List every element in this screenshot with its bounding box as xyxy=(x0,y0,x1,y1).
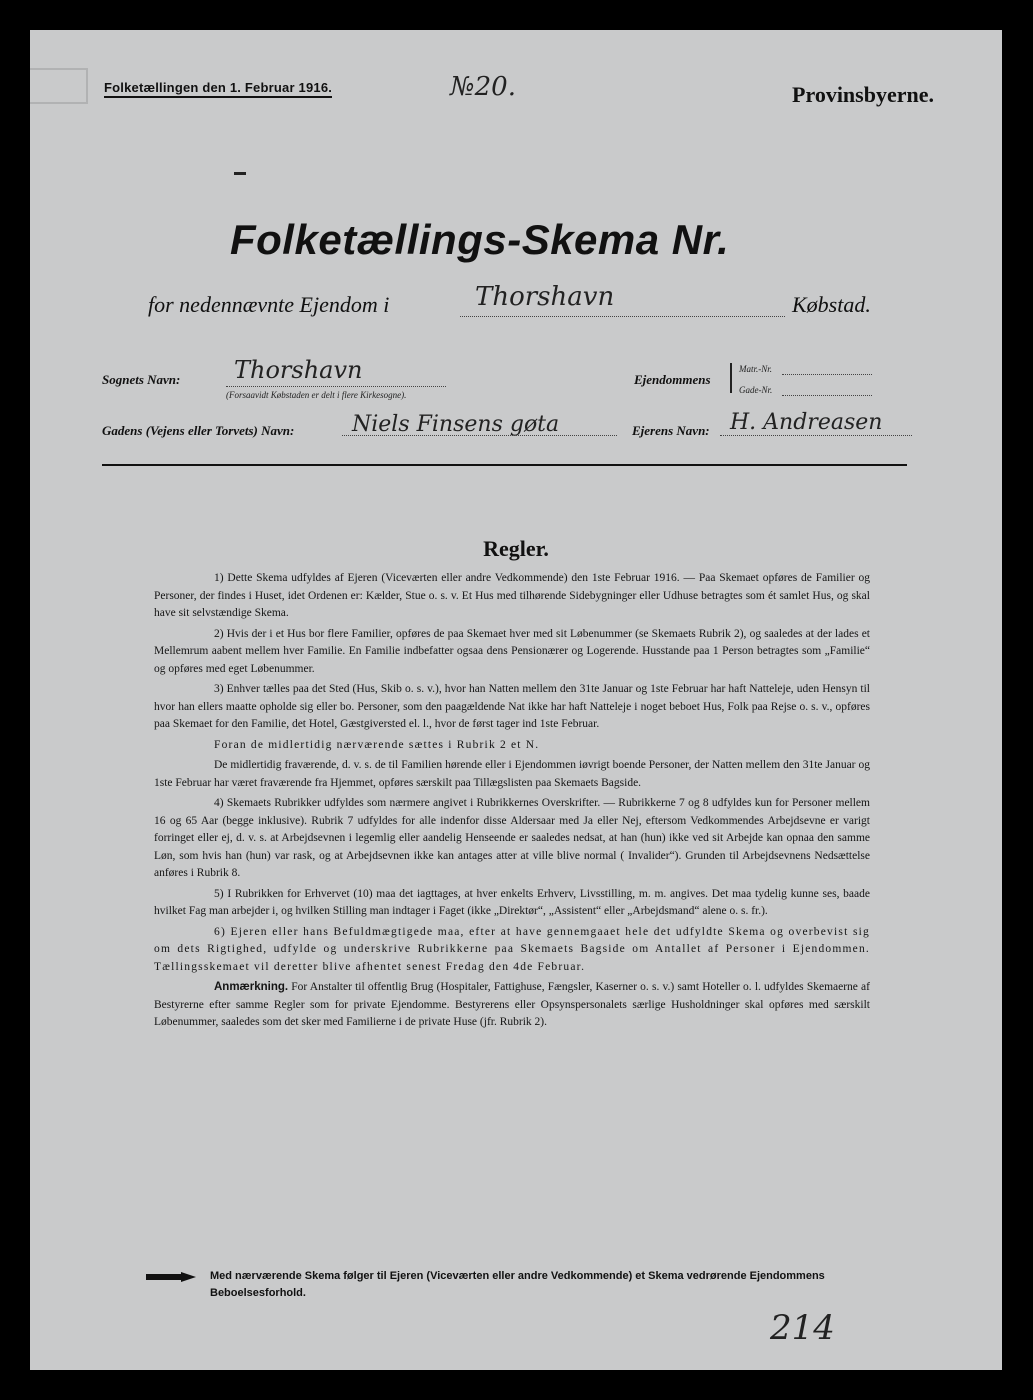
owner-handwritten: H. Andreasen xyxy=(730,410,883,435)
rule-paragraph-3b: Foran de midlertidig nærværende sættes i Rubrik 2 et N. xyxy=(214,738,540,751)
street-number-line xyxy=(782,395,872,396)
street-fill-line xyxy=(342,435,617,436)
parish-handwritten: Thorshavn xyxy=(234,356,363,384)
owner-fill-line xyxy=(720,435,912,436)
owner-label: Ejerens Navn: xyxy=(632,423,710,438)
form-title: Folketællings-Skema Nr. xyxy=(230,216,730,263)
rule-paragraph-6: 6) Ejeren eller hans Befuldmægtigede maa, efter at have gennemgaaet hele det udfyldte Skema og overbevist sig om dets Rigtighed, udfylde og underskrive Rubrikkerne paa Skemaets Bagside om Antallet af Personer i Ejendommen. Tællingsskemaet vil deretter blive afhentet senest Fredag den 4de Februar. xyxy=(154,925,870,973)
handwritten-page-number: 214 xyxy=(770,1308,835,1348)
header-divider xyxy=(102,464,907,466)
dash-mark xyxy=(234,172,246,175)
census-date-heading: Folketællingen den 1. Februar 1916. xyxy=(104,80,332,98)
rule-paragraph-5: 5) I Rubrikken for Erhvervet (10) maa det iagttages, at hver enkelts Erhverv, Livsstilling, m. m. angives. Det maa tydelig kunne ses, baade hvilket Fag man arbejder i, og hvilken Stilling man indtager i Faget (ikke „Direktør“, „Assistent“ eller „Arbejdsmand“ alene o. s. fr.). xyxy=(154,887,870,917)
parish-fill-line xyxy=(226,386,446,387)
rules-body xyxy=(154,570,870,1035)
handwritten-form-number: №20. xyxy=(450,72,516,102)
street-number-label: Gade-Nr. xyxy=(739,385,773,395)
town-handwritten: Thorshavn xyxy=(475,282,615,312)
subtitle-prefix: for nedennævnte Ejendom i xyxy=(148,292,390,317)
street-handwritten: Niels Finsens gøta xyxy=(352,412,560,437)
rule-paragraph-2: 2) Hvis der i et Hus bor flere Familier, opføres de paa Skemaet hver med sit Løbenummer (se Skemaets Rubrik 2), og saaledes at der lades et Mellemrum aabent mellem hver Familie. En Familie indbefatter ogsaa dens Pensionærer og Logerende. Husstande paa 1 Person betragtes som „Familie“ og opføres med eget Løbenummer. xyxy=(154,627,870,675)
parish-label: Sognets Navn: xyxy=(102,372,181,387)
rule-note xyxy=(154,979,870,1032)
census-form-sheet xyxy=(30,30,1002,1370)
town-fill-line xyxy=(460,316,785,317)
cadastre-number-line xyxy=(782,374,872,375)
cadastre-number-label: Matr.-Nr. xyxy=(739,364,773,374)
rule-paragraph-1: 1) Dette Skema udfyldes af Ejeren (Viceværten eller andre Vedkommende) den 1ste Februar 1916. — Paa Skemaet opføres de Familier og Personer, der findes i Huset, idet Ordenen er: Kælder, Stue o. s. v. Et Hus med tilhørende Sidebygninger eller Udhuse betragtes som ét samlet Hus, og skal have sit selvstændige Skema. xyxy=(154,572,870,619)
rule-paragraph-3c: De midlertidig fraværende, d. v. s. de til Familien hørende eller i Ejendommen iøvrigt boende Personer, der Natten mellem den 31te Januar og 1ste Februar har været fraværende fra Hjemmet, opføres særskilt paa Tillægslisten paa Skemaets Bagside. xyxy=(154,759,870,789)
note-text: For Anstalter til offentlig Brug (Hospitaler, Fattighuse, Fængsler, Kaserner o. s. v.) samt Hoteller o. l. udfyldes Skemaerne af Bestyrerne efter samme Regler som for private Ejendomme. Bestyrerens eller Opsynspersonalets særlige Husholdninger skal opføres med særskilt Løbenummer, saaledes som det sker med Familierne i de private Huse (jfr. Rubrik 2). xyxy=(154,981,870,1028)
pointing-hand-icon xyxy=(146,1272,196,1282)
property-label: Ejendommens xyxy=(634,372,711,387)
subtitle-suffix: Købstad. xyxy=(792,292,871,317)
rule-paragraph-4: 4) Skemaets Rubrikker udfyldes som nærmere angivet i Rubrikkernes Overskrifter. — Rubrikkerne 7 og 8 udfyldes kun for Personer mellem 16 og 65 Aar (begge inklusive). Rubrik 7 udfyldes for alle indenfor disse Aldersaar med Ja eller Nej, eftersom Vedkommendes Arbejdsevne er varigt forringet eller ej, d. v. s. at Arbejdsevnen i legemlig eller aandelig Henseende er saaledes nedsat, at han (hun) ikke ved sit Arbejde kan opnaa den samme Løn, som hvis han (hun) var rask, og at Arbejdsevnen ikke kan antages atter at ville blive normal ( Invalider“). Grunden til Arbejdsevnens Nedsættelse anføres i Rubrik 8. xyxy=(154,797,870,879)
rules-heading: Regler. xyxy=(483,536,549,561)
parish-note: (Forsaavidt Købstaden er delt i flere Kirkesogne). xyxy=(226,390,407,400)
rule-paragraph-3: 3) Enhver tælles paa det Sted (Hus, Skib o. s. v.), hvor han Natten mellem den 31te Januar og 1ste Februar har haft Natteleje, uden Hensyn til hvor han ellers maatte opholde sig eller bo. Personer, som den paagældende Nat ikke har haft Natteleje i noget beboet Hus, Folk paa Rejse o. s. v., opføres paa Skemaet for den Familie, det Hotel, Gæstgiversted el. l., hvor de først tager ind 1ste Februar. xyxy=(154,683,870,730)
footer-notice: Med nærværende Skema følger til Ejeren (Viceværten eller andre Vedkommende) et Skema vedrørende Ejendommens Beboelsesforhold. xyxy=(210,1270,825,1299)
stamp-mark xyxy=(30,68,88,104)
region-label: Provinsbyerne. xyxy=(792,82,934,107)
street-label: Gadens (Vejens eller Torvets) Navn: xyxy=(102,423,295,438)
property-brace xyxy=(730,363,732,393)
note-heading: Anmærkning. xyxy=(214,981,289,993)
